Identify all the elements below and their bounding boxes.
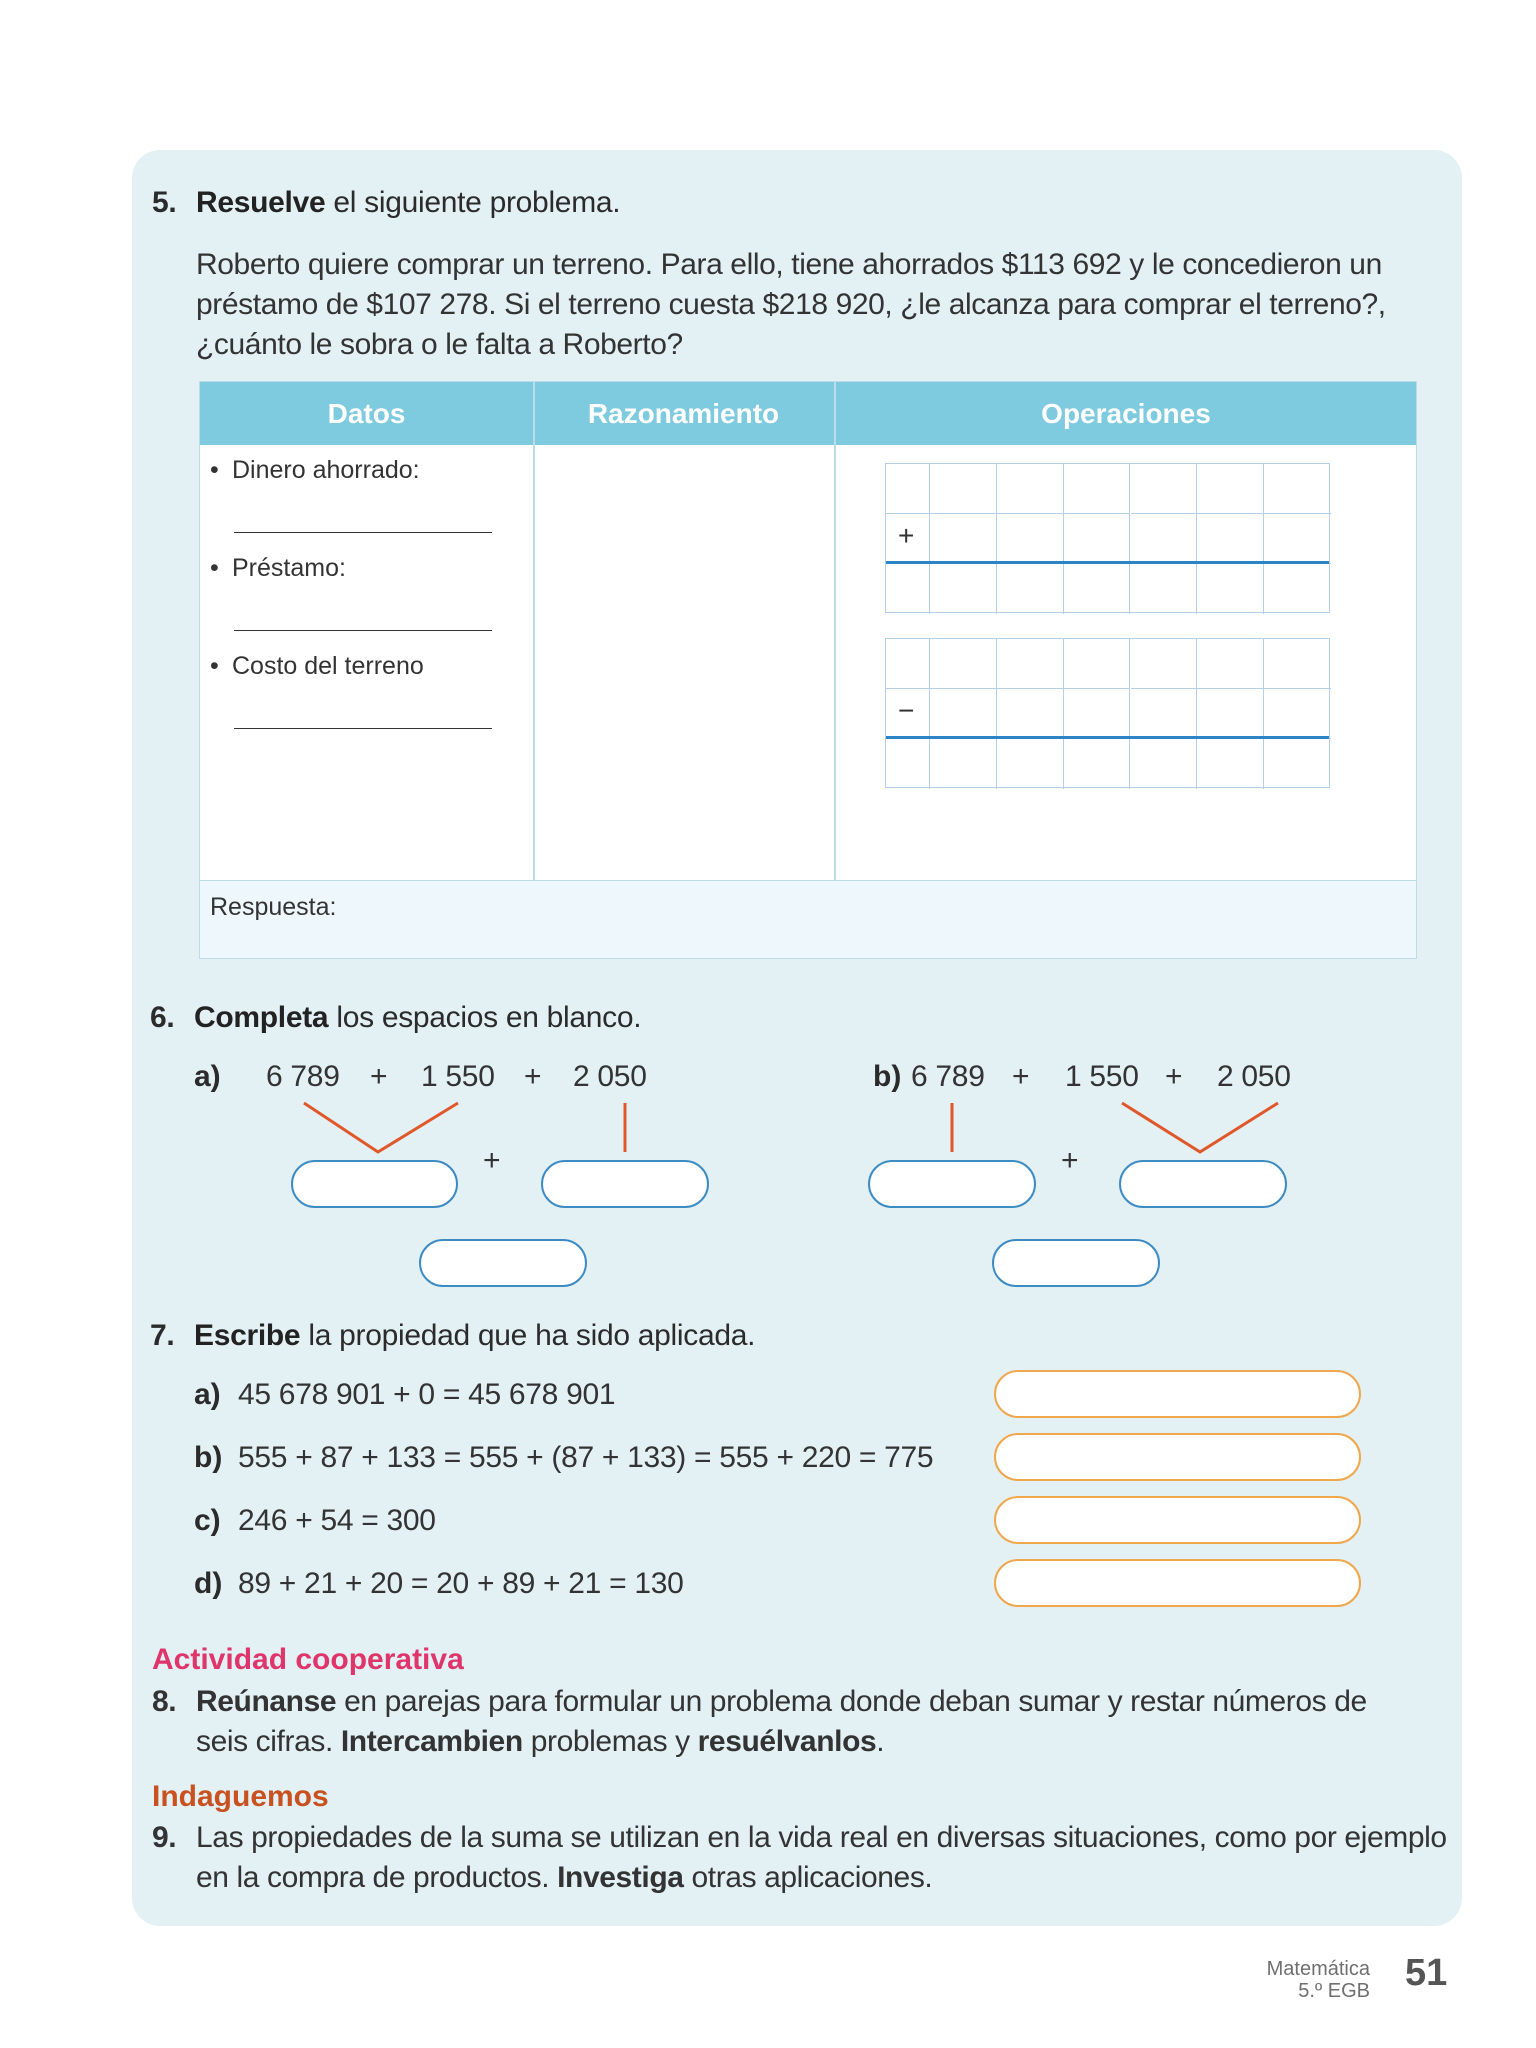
- q6a-box-right[interactable]: [541, 1160, 709, 1208]
- grid-cell[interactable]: [997, 739, 1064, 789]
- datos-costo-terreno: • Costo del terreno: [210, 652, 424, 680]
- subtraction-grid[interactable]: [885, 638, 1330, 788]
- q6a-mid-plus: +: [483, 1144, 501, 1177]
- grid-cell[interactable]: [930, 464, 997, 514]
- difference-line: [886, 736, 1329, 739]
- header-datos: Datos: [327, 398, 406, 429]
- problem-table: [199, 381, 1417, 959]
- grid-cell[interactable]: [1197, 739, 1264, 789]
- grid-cell[interactable]: [886, 639, 930, 689]
- q5-problem: Roberto quiere comprar un terreno. Para ello, tiene ahorrados $113 692 y le concedieron un préstamo de $107 278. Si el terreno cuesta $218 920, ¿le alcanza para comprar el terreno?, ¿cuánto le sobra o le falta a Roberto?: [196, 248, 1386, 361]
- grid-cell[interactable]: [1197, 514, 1264, 564]
- grid-cell[interactable]: [1064, 739, 1131, 789]
- addition-grid[interactable]: [885, 463, 1330, 613]
- grid-cell[interactable]: [1197, 464, 1264, 514]
- q6a-term-2: 1 550: [421, 1060, 495, 1093]
- q6-heading: 6. Completa los espacios en blanco.: [150, 1001, 642, 1034]
- table-header: [200, 382, 1416, 445]
- grid-cell[interactable]: [1264, 639, 1331, 689]
- grid-cell[interactable]: [997, 564, 1064, 614]
- q6b-box-right[interactable]: [1119, 1160, 1287, 1208]
- q7-answer-a[interactable]: [994, 1370, 1361, 1418]
- grid-cell[interactable]: [886, 739, 930, 789]
- q6a-term-1: 6 789: [266, 1060, 340, 1093]
- grid-cell[interactable]: [1131, 464, 1198, 514]
- grid-cell[interactable]: [1064, 564, 1131, 614]
- q7-item-b: b) 555 + 87 + 133 = 555 + (87 + 133) = 555 + 220 = 775: [194, 1441, 934, 1474]
- answer-label: Respuesta:: [210, 893, 337, 921]
- q6a-label: a): [194, 1060, 221, 1093]
- grid-cell[interactable]: [1064, 639, 1131, 689]
- q6a-box-left[interactable]: [291, 1160, 458, 1208]
- grid-cell[interactable]: [997, 639, 1064, 689]
- q7-heading: 7. Escribe la propiedad que ha sido aplicada.: [150, 1319, 756, 1352]
- q5-verb: Resuelve: [196, 186, 326, 219]
- q6b-label: b): [873, 1060, 902, 1093]
- plus-sign: +: [898, 520, 915, 551]
- grid-cell[interactable]: [1064, 514, 1131, 564]
- grid-cell[interactable]: [1264, 739, 1331, 789]
- q6a-op-2: +: [524, 1060, 542, 1093]
- q7-item-a: a) 45 678 901 + 0 = 45 678 901: [194, 1378, 616, 1411]
- grid-cell[interactable]: [1264, 689, 1331, 739]
- q7-answer-b[interactable]: [994, 1433, 1361, 1481]
- grid-cell[interactable]: [997, 689, 1064, 739]
- q7-answer-d[interactable]: [994, 1559, 1361, 1607]
- grid-cell[interactable]: [997, 514, 1064, 564]
- q6b-box-result[interactable]: [992, 1239, 1160, 1287]
- grid-cell[interactable]: [1197, 689, 1264, 739]
- q9-text: 9. Las propiedades de la suma se utilizan en la vida real en diversas situaciones, como por ejemplo en la compra de productos. Investiga otras aplicaciones.: [152, 1821, 1447, 1894]
- q6a-op-1: +: [370, 1060, 388, 1093]
- grid-cell[interactable]: [886, 564, 930, 614]
- sum-line: [886, 561, 1329, 564]
- page-number: 51: [1405, 1952, 1448, 1994]
- q6a-box-result[interactable]: [419, 1239, 587, 1287]
- q6b-mid-plus: +: [1061, 1144, 1079, 1177]
- q6b-box-left[interactable]: [868, 1160, 1036, 1208]
- q6b-term-2: 1 550: [1065, 1060, 1139, 1093]
- q5-heading: 5. Resuelve el siguiente problema.: [152, 186, 621, 219]
- datos-prestamo: • Préstamo:: [210, 554, 346, 582]
- blank-costo-terreno[interactable]: [234, 728, 492, 729]
- q6b-connector-lines: [900, 1095, 1300, 1155]
- q7-item-c: c) 246 + 54 = 300: [194, 1504, 436, 1537]
- grid-cell[interactable]: [930, 564, 997, 614]
- header-operaciones: Operaciones: [1041, 398, 1211, 429]
- q6b-op-1: +: [1012, 1060, 1030, 1093]
- grid-cell[interactable]: [1131, 564, 1198, 614]
- grid-cell[interactable]: [1064, 464, 1131, 514]
- grid-cell[interactable]: [930, 739, 997, 789]
- blank-prestamo[interactable]: [234, 630, 492, 631]
- grid-cell[interactable]: [930, 639, 997, 689]
- grid-cell[interactable]: [1131, 689, 1198, 739]
- coop-title: Actividad cooperativa: [152, 1643, 464, 1676]
- grid-cell[interactable]: [997, 464, 1064, 514]
- header-razonamiento: Razonamiento: [587, 398, 780, 429]
- q7-answer-c[interactable]: [994, 1496, 1361, 1544]
- q6a-term-3: 2 050: [573, 1060, 647, 1093]
- q6b-term-1: 6 789: [911, 1060, 985, 1093]
- grid-cell[interactable]: [1264, 564, 1331, 614]
- q7-item-d: d) 89 + 21 + 20 = 20 + 89 + 21 = 130: [194, 1567, 684, 1600]
- datos-dinero-ahorrado: • Dinero ahorrado:: [210, 456, 420, 484]
- column-divider: [533, 382, 535, 880]
- grid-cell[interactable]: [930, 514, 997, 564]
- footer-subject: Matemática 5.º EGB: [1266, 1958, 1370, 2002]
- q6b-term-3: 2 050: [1217, 1060, 1291, 1093]
- grid-cell[interactable]: [1131, 739, 1198, 789]
- grid-cell[interactable]: [1064, 689, 1131, 739]
- grid-cell[interactable]: [1197, 564, 1264, 614]
- grid-cell[interactable]: [1131, 639, 1198, 689]
- grid-cell[interactable]: [930, 689, 997, 739]
- q6b-op-2: +: [1165, 1060, 1183, 1093]
- column-divider: [834, 382, 836, 880]
- grid-cell[interactable]: [1264, 514, 1331, 564]
- grid-cell[interactable]: [886, 464, 930, 514]
- answer-row[interactable]: [200, 880, 1416, 958]
- blank-dinero-ahorrado[interactable]: [234, 532, 492, 533]
- grid-cell[interactable]: [1197, 639, 1264, 689]
- q6a-connector-lines: [260, 1095, 680, 1155]
- grid-cell[interactable]: [1264, 464, 1331, 514]
- razonamiento-area[interactable]: [536, 446, 832, 878]
- q8-text: 8. Reúnanse en parejas para formular un problema donde deban sumar y restar números de seis cifras. Intercambien problemas y resuélvanlos.: [152, 1685, 1367, 1758]
- grid-cell[interactable]: [1131, 514, 1198, 564]
- minus-sign: −: [898, 695, 915, 726]
- indaguemos-title: Indaguemos: [152, 1780, 329, 1813]
